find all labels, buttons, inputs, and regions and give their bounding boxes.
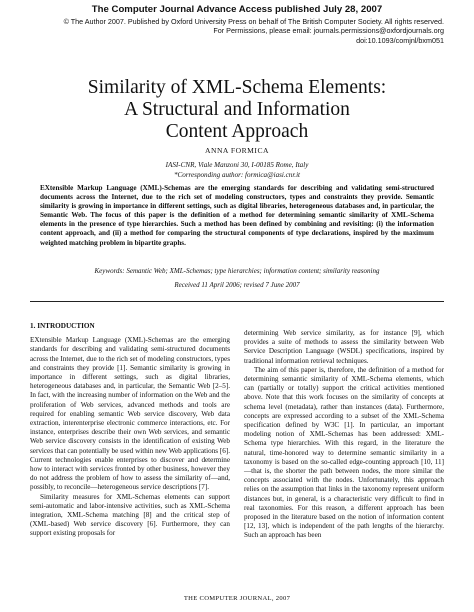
right-column (244, 329, 444, 541)
left-column (30, 322, 230, 539)
affiliation: IASI-CNR, Viale Manzoni 30, I-00185 Rome, Italy (165, 161, 309, 169)
journal-banner: The Computer Journal Advance Access published July 28, 2007 (91, 4, 383, 15)
permissions-line: For Permissions, please email: journals.permissions@oxfordjournals.org (213, 26, 444, 36)
title-line-2: A Structural and Information (124, 99, 350, 120)
keywords: Keywords: Semantic Web; XML-Schemas; type hierarchies; information content; similarity reasoning (94, 267, 380, 275)
paragraph: The aim of this paper is, therefore, the definition of a method for determining semantic similarity of XML-Schema elements, which can (partially or totally) support the critical activities mentioned above. Note that this work focuses on the similarity of concepts at schema level (metadata), rather than instances (data). Furthermore, concepts are expressed according to a subset of the XML-Schema specification defined by W3C [1]. In particular, an important modeling notion of XML-Schemas has been addressed: XML-Schema type hierarchies. With this regard, in the literature the natural, time-honored way to determine semantic similarity in a taxonomy is based on the so-called edge-counting approach [10, 11]—that is, the shorter the path between nodes, the more similar the concepts associated with the nodes. Unfortunately, this approach relies on the assumption that links in the taxonomy represent uniform distances but, in general, is a characteristic very difficult to find in real taxonomies. For this reason, a different approach has been proposed in the literature based on the notion of information content [12, 13], which is independent of the path lengths of the hierarchy. Such an approach has been (244, 365, 444, 540)
received-dates: Received 11 April 2006; revised 7 June 2007 (174, 281, 300, 289)
paragraph: EXtensible Markup Language (XML)-Schemas are the emerging standards for describing and validating semi-structured documents across the Internet, due to the rich set of modeling constructors, types and constraints they provide [1]. Semantic similarity is growing in importance in different settings, such as digital libraries, heterogeneous databases and, in particular, the Semantic Web [2–5]. In fact, with the increasing number of information on the Web and the proliferation of Web services, advanced methods and tools are required for enabling semantic Web service discovery, Web data extraction, interenterprise electronic commerce interactions, etc. For instance, enterprises describe their own Web services, and semantic Web service discovery consists in the identification of existing Web services that can potentially be used within new Web applications [6]. Current technologies enable enterprises to discover and determine how to interact with services fronted by other business, however they do not address the problem of how to assess the similarity of—and, possibly, to reconcile—heterogeneous service descriptions [7]. (30, 336, 230, 492)
author-name: ANNA FORMICA (204, 146, 270, 155)
paragraph: Similarity measures for XML-Schemas elements can support semi-automatic and labor-intensive activities, such as XML-Schema integration, XML-Schema matching [8] and the critical step of (XML-based) Web service discovery [6]. Furthermore, they can support existing proposals for (30, 492, 230, 538)
author-affiliation-block (0, 160, 474, 180)
title-line-1: Similarity of XML-Schema Elements: (87, 77, 387, 98)
section-divider (30, 301, 444, 302)
abstract: EXtensible Markup Language (XML)-Schemas are the emerging standards for describing and validating semi-structured documents across the Internet, due to the rich set of modeling constructors, types and constraints they provide. Semantic similarity is growing in importance in different settings, such as digital libraries, heterogeneous databases and, in particular, the Semantic Web. The focus of this paper is the definition of a method for determining semantic similarity of XML-Schema elements in the presence of type hierarchies. Such a method has been defined by combining and revisiting: (i) the information content approach, and (ii) a method for comparing the structural components of type declarations, inspired by the maximum weighted matching problem in bipartite graphs. (40, 184, 434, 247)
corresponding-author: *Corresponding author: formica@iasi.cnr.it (173, 171, 301, 179)
doi-line: doi:10.1093/comjnl/bxm051 (356, 35, 444, 45)
publication-info (24, 17, 444, 45)
paragraph: determining Web service similarity, as for instance [9], which provides a suite of methods to assess the similarity between Web Service Description Language (WSDL) specifications, inspired by traditional information retrieval techniques. (244, 329, 444, 365)
section-heading: 1. INTRODUCTION (30, 322, 95, 330)
paper-title (40, 77, 434, 143)
title-line-3: Content Approach (165, 121, 309, 142)
copyright-line: © The Author 2007. Published by Oxford University Press on behalf of The British Computer Society. All rights reserved. (63, 17, 444, 26)
page-footer: THE COMPUTER JOURNAL, 2007 (183, 595, 291, 602)
